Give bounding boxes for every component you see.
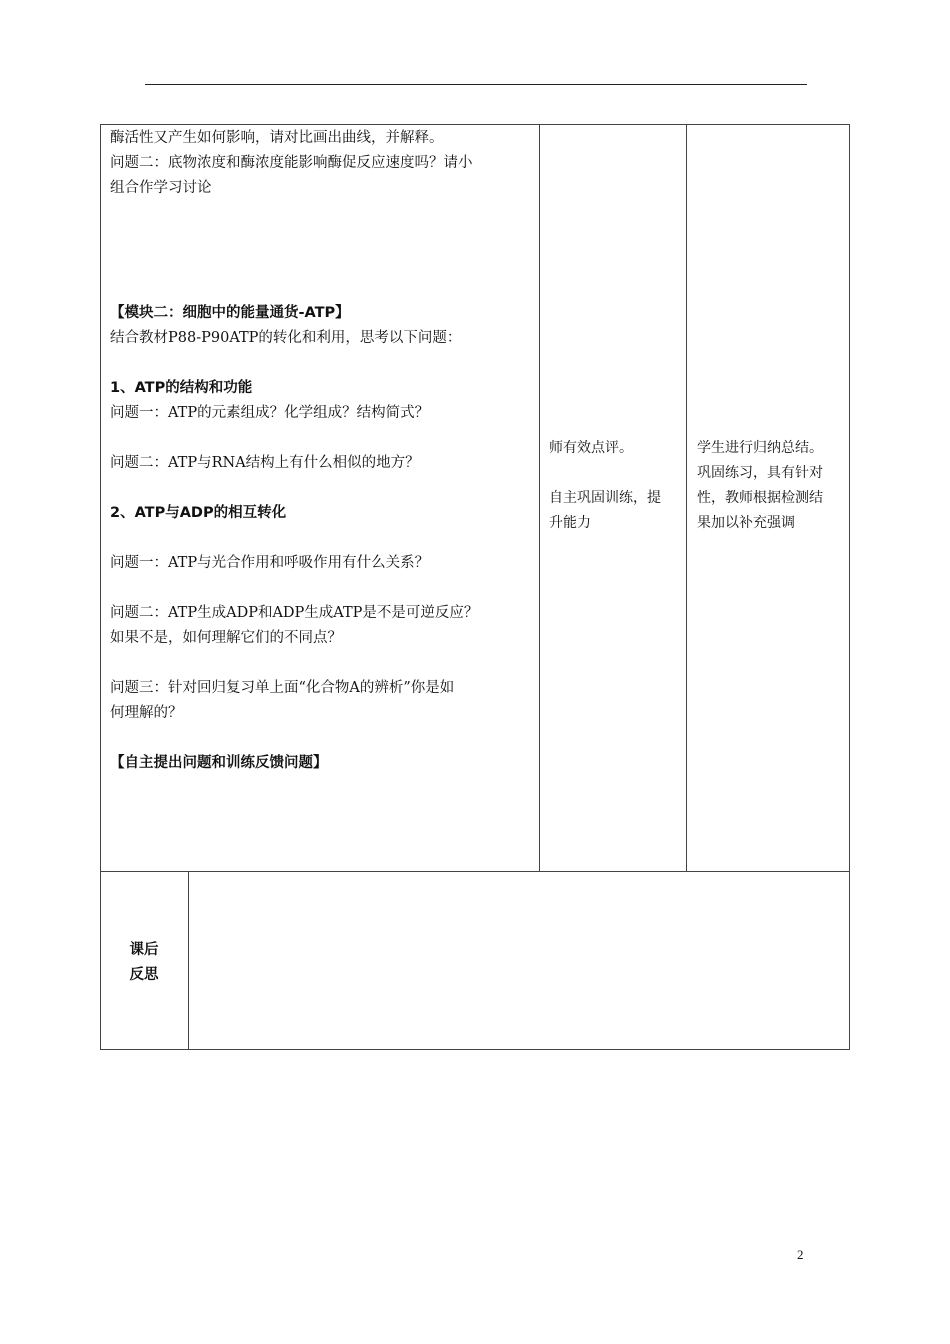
column-divider-2 bbox=[686, 124, 687, 872]
section2-heading: 2、ATP与ADP的相互转化 bbox=[110, 505, 287, 521]
text-line: 果加以补充强调 bbox=[697, 515, 795, 531]
text-line: 问题二：底物浓度和酶浓度能影响酶促反应速度吗？请小 bbox=[110, 155, 473, 171]
text-line: 学生进行归纳总结。 bbox=[697, 440, 823, 456]
question: 如果不是，如何理解它们的不同点？ bbox=[110, 630, 342, 646]
text-line: 师有效点评。 bbox=[549, 440, 633, 456]
question: 何理解的？ bbox=[110, 705, 183, 721]
reflection-label-line: 反思 bbox=[129, 967, 159, 983]
text-line: 组合作学习讨论 bbox=[110, 180, 212, 196]
section1-heading: 1、ATP的结构和功能 bbox=[110, 380, 253, 396]
text-line: 性，教师根据检测结 bbox=[697, 490, 823, 506]
row-divider bbox=[100, 871, 850, 872]
text-line: 酶活性又产生如何影响，请对比画出曲线，并解释。 bbox=[110, 130, 444, 146]
question: 问题三：针对回归复习单上面“化合物A的辨析”你是如 bbox=[110, 680, 455, 696]
text-line: 巩固练习，具有针对 bbox=[697, 465, 823, 481]
reflection-divider bbox=[188, 871, 189, 1050]
page-number: 2 bbox=[797, 1247, 804, 1262]
text-line: 升能力 bbox=[549, 515, 591, 531]
design-intent-column bbox=[697, 436, 847, 536]
question: 问题一：ATP的元素组成？化学组成？结构简式？ bbox=[110, 405, 430, 421]
module2-intro: 结合教材P88-P90ATP的转化和利用，思考以下问题： bbox=[110, 330, 462, 346]
self-question-heading: 【自主提出问题和训练反馈问题】 bbox=[110, 755, 328, 771]
header-rule bbox=[145, 84, 807, 85]
module2-heading: 【模块二：细胞中的能量通货-ATP】 bbox=[110, 305, 350, 321]
main-content-column bbox=[110, 126, 535, 776]
question: 问题二：ATP生成ADP和ADP生成ATP是不是可逆反应？ bbox=[110, 605, 479, 621]
question: 问题二：ATP与RNA结构上有什么相似的地方？ bbox=[110, 455, 420, 471]
reflection-label-line: 课后 bbox=[129, 942, 159, 958]
reflection-label bbox=[100, 938, 188, 988]
teacher-activity-column bbox=[549, 436, 684, 536]
question: 问题一：ATP与光合作用和呼吸作用有什么关系？ bbox=[110, 555, 430, 571]
column-divider-1 bbox=[539, 124, 540, 872]
text-line: 自主巩固训练，提 bbox=[549, 490, 661, 506]
